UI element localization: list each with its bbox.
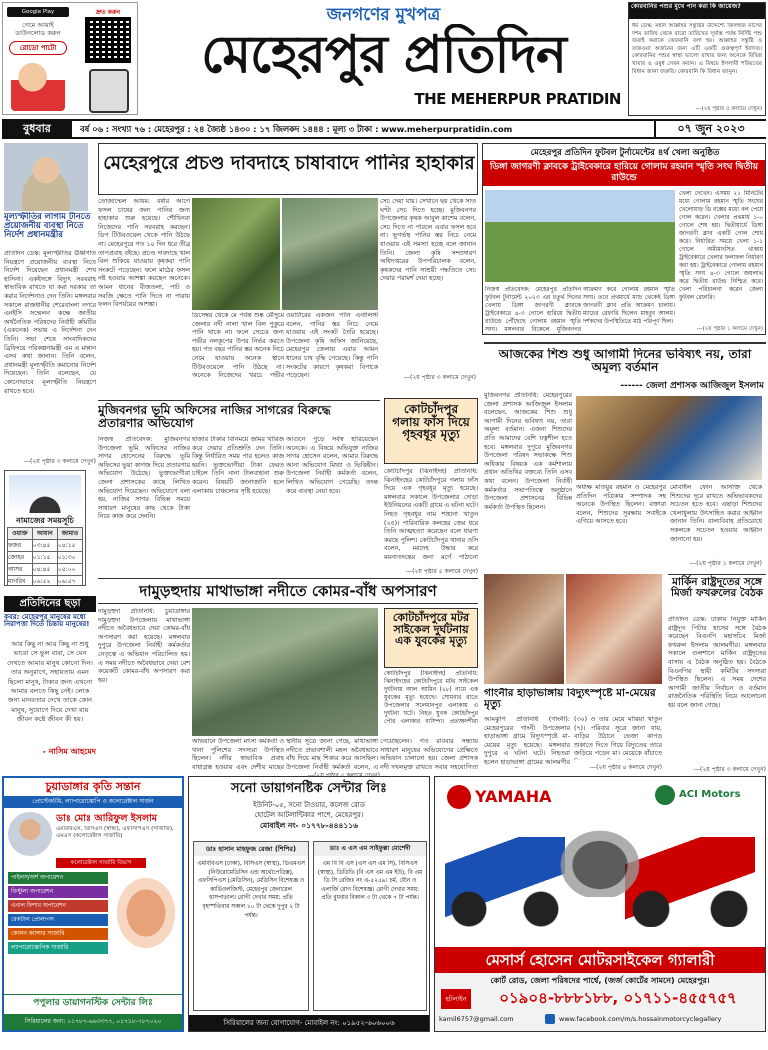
yamaha-phones[interactable]: ০১৯০৪-৮৮৮১৮৮, ০১৭১১-৪৫৫৭৫৭ xyxy=(499,989,737,1007)
yamaha-logo-icon xyxy=(447,785,471,809)
yamaha-fb[interactable]: www.facebook.com/m/s.hossainmotorcyclegallery xyxy=(559,1015,722,1023)
qr-label: দ্রুত করুন xyxy=(95,9,121,16)
app-name-label: রোডো পাটো xyxy=(9,41,67,55)
prayer-table xyxy=(7,527,83,586)
doctor-ad-footer: পপুলার ডায়াগনস্টিক সেন্টার লিঃ xyxy=(4,994,182,1010)
children-left-body: মুজিবনগর প্রতিনিধি: মেহেরপুরের জেলা প্রশাসক আজিজুল ইসলাম বলেছেন, আজকের শিশু শুধু আগামী দিনের ভবিষ্যৎ নয়, তারা অমূল্য বর্তমান। এজন্য শিশুদের প্রতি আমাদের বেশি যত্নশীল হতে হবে। মঙ্গলবার দুপুরে মুজিবনগর উপজেলা পরিষদ সভাকক্ষে শিশু অধিকার বিষয়ক এক কর্মশালায় প্রধান অতিথির বক্তব্যে তিনি এসব কথা বলেন। উপজেলা নির্বাহী কর্মকর্তার সভাপতিত্বে অনুষ্ঠানে উপজেলা প্রশাসনের বিভিন্ন কর্মকর্তা উপস্থিত ছিলেন। xyxy=(484,392,572,511)
lead-col2: ডিসেম্বর থেকে মে পর্যন্ত শুষ্ক মৌসুমে জেলার নদী নালা খাল বিল পুকুরে পানি থাকে না। ফলে সেচের জন্য গভীর নলকূপের উপর নির্ভর করতে হয়। গত বছর পানির স্তর অনেক নিচে নেমে যাওয়ায় অনেক স্থানে টিউবওয়েলে পানি উঠছে না। অনেকে নিজেদের খরচে গভীর xyxy=(192,312,284,380)
poem-body: আর কিছু না আর কিছু না শুধু ভাবো সে ভুল বাবা, সে যেন দেখতে আমার মানুষ কোনো দিন। তার অনুরাগে, সহায়তায় এমন ছিলো মানুষ, টাকার জন্য এখনো আমার বলতে কিছু নেই। লোক জন্য মানবতার দেখে তাকে কোন মানুষ, সুযোগে দিয়ে দেখা যায় জীবন কষ্টে জীবন কী হয়। xyxy=(7,640,93,724)
prayer-cell: ০৫:০০ xyxy=(57,564,82,576)
prayer-cell: ০৬:৫৭ xyxy=(57,576,82,587)
prayer-cell: ০৬:৫২ xyxy=(32,576,57,587)
masthead-title: মেহেরপুর প্রতিদিন xyxy=(201,24,566,85)
kotchandpur1-cont: ---(২য় পৃষ্ঠার ৫ কলামে দেখুন) xyxy=(405,568,478,574)
app-ad-box[interactable] xyxy=(2,2,138,115)
children-headline: আজকের শিশু শুধু আগামী দিনের ভবিষ্যৎ নয়, তারা অমূল্য বর্তমান xyxy=(498,348,752,374)
yamaha-hotline-label: হটলাইন xyxy=(441,989,471,1009)
mujibnagar-col1: নিজস্ব প্রতিবেদক: মুজিবনগর উপজেলা ভূমি অফিসের নাজির সাগর হোসেনের বিরুদ্ধে ভূমি অফিসের ভুয়া কাগজ দিয়ে প্রতারণার অভিযোগ উঠেছে। ভুক্তভোগীরা জেলা প্রশাসকের কাছে লিখিত অভিযোগ দিয়েছেন। অভিযোগে বলা হয়, নাজির সাগর বিভিন্ন সময়ে সাধারণ মানুষের কাছ থেকে টাকা নিয়ে কাজ করে দেননি। xyxy=(98,436,190,521)
cartoon-icon xyxy=(11,59,65,111)
poem-author: - নাসিম আহমেদ xyxy=(42,747,96,756)
prayer-cell: ০১:৩০ xyxy=(57,552,82,564)
lead-photo-1 xyxy=(192,198,280,310)
sono-ad-title: সনো ডায়াগনষ্টিক সেন্টার লিঃ xyxy=(231,781,387,796)
damurhuda-col1: দামুড়হুদা প্রতিনিধি: চুয়াডাঙ্গার দামুড়হুদা উপজেলায় মাথাভাঙ্গা নদীতে অবৈধভাবে দেয়া কোমর-বাঁধ অপসারণ করা হয়েছে। মঙ্গলবার দুপুরে উপজেলা নির্বাহী কর্মকর্তার নেতৃত্বে এ অভিযান পরিচালিত হয়। এ সময় নদীতে অবৈধভাবে দেয়া বেশ কয়েকটি কোমর-বাঁধ অপসারণ করা হয়। xyxy=(98,608,190,684)
gangni-photo-2 xyxy=(566,574,662,684)
football-headline2: ডিঙ্গা জাগরণী ক্লাবকে ট্রাইবেকারে হারিয়ে গোলাম রহমান স্মৃতি সংঘ দ্বিতীয় রাউন্ডে xyxy=(483,160,765,186)
prayer-box xyxy=(4,470,86,586)
mujibnagar-col2: হাজার টাকার বিনিময়ে জমির খারিজ করে দেয়ার প্রতিশ্রুতি দেন তিনি। কিন্তু নির্ধারিত সময় পার হলেও কাজ হয়নি। ভুক্তভোগীরা টাকা ফেরত চাইলে তিনি নানা টালবাহানা শুরু করেন। বিষয়টি জানাজানি হলে এলাকায় চাঞ্চল্যের সৃষ্টি হয়েছে। xyxy=(192,436,284,495)
prayer-cell: আসর xyxy=(8,564,33,576)
football-cont: ---(২য় পৃষ্ঠার ১ কলামে দেখুন) xyxy=(696,326,763,332)
doctor-ad-phone[interactable]: সিরিয়ালের জন্য: ০১৭৮৭-৬৬৩৩৭৭, ০১৭১৮-৭৮৭০২০ xyxy=(4,1014,182,1030)
yamaha-email[interactable]: kamil6757@gmail.com xyxy=(439,1015,514,1023)
right-box-headline: কোরবানির পশুর মুখে পান করা কি জায়েজ? xyxy=(629,3,765,19)
doctor-ad-top-banner: চুয়াডাঙ্গার কৃতি সন্তান xyxy=(4,778,182,796)
lead-cont: ---(২য় পৃষ্ঠার ৩ কলামে দেখুন) xyxy=(403,374,476,381)
masthead-tagline: জনগণের মুখপত্র xyxy=(326,5,441,24)
app-ad-line1: গেমে আমাই xyxy=(22,21,54,29)
sono-doc1-body: এমবিবিএস (ঢাকা), বিসিএস (স্বাস্থ্য), ডিএমএস (নিউরোমেডিসিন এন্ড অর্থোপেডিক্স), এফসিপিএস (মেডিসিন), মেডিসিন বিশেষজ্ঞ ও কার্ডিওলজিস্ট, মেহেরপুর জেনারেল হাসপাতাল। রোগী দেখার সময়: প্রতি বৃহস্পতিবার সকাল ১০ টা থেকে দুপুর ২ টা পর্যন্ত। xyxy=(197,861,305,919)
damurhuda-col3: স্থানীয় সূত্রে জানা গেছে, মাথাভাঙ্গা নদীতে প্রভাবশালী মহল অবৈধভাবে বাঁধ দিয়ে মাছ শিকার করে আসছিল। উপজেলা নির্বাহী কর্মকর্তা বলেন, এ xyxy=(286,738,378,770)
prayer-cell: ফজর xyxy=(8,540,33,552)
list-item: পাইলস/অর্শ অপারেশন xyxy=(8,872,108,884)
yamaha-brand: YAMAHA xyxy=(475,787,552,806)
gangni-headline: গাংনীর হাড়াভাঙ্গায় বিদ্যুৎস্পৃষ্টে মা-মেয়ের মৃত্যু xyxy=(484,688,656,711)
lead-col4: সেচ দেয়া যায়। সেখানে ছয় থেকে সাত ঘণ্টা সেচ দিতে হচ্ছে। মুজিবনগর উপজেলার কৃষক আবুল কাশেম বলেন, সেচ দিতে না পারলে এবার ফসল হবে না। ভূগর্ভস্থ পানির স্তর নিচে নেমে যাওয়ায় এই সমস্যা হচ্ছে বলে জানান তিনি। জেলা কৃষি সম্প্রসারণ অধিদপ্তরের উপপরিচালক বলেন, কৃষকদের পানি সাশ্রয়ী পদ্ধতিতে সেচ দেয়ার পরামর্শ দেয়া হচ্ছে। xyxy=(380,198,476,283)
pm-cont: ---(২য় পৃষ্ঠার ৩ কলামে দেখুন) xyxy=(23,458,96,465)
aci-logo-icon xyxy=(655,785,675,805)
football-mid-body: আক্রমণ করে গোলাম রহমান স্মৃতি সংঘ। তবে প্রথমার্ধে ম্যাচ থেকেই ডিঙ্গা জাগরণী ক্লাব প্রতি আক্রমণ চালায়। ম্যাচের রেফারি ছিলেন মাহবুব আলম। দর্শকদের উপস্থিতিতে মাঠ পরিপূর্ণ ছিল। xyxy=(583,287,675,325)
right-box-body: ধর্ম ডেস্ক: মহান আল্লাহর সন্তুষ্টির উদ্দেশ্যে জিলহজ মাসের দশম তারিখ থেকে বারো তারিখের সূর্যাস্ত পর্যন্ত নির্দিষ্ট পশু জবাই করাকে কোরবানি বলা হয়। আল্লাহর সন্তুষ্টি ও তাকওয়া অর্জনের জন্য এটি একটি গুরুত্বপূর্ণ ইবাদত। কোরবানির পশুর স্বাস্থ্য ভালো রাখার জন্য অনেকে বিভিন্ন খাবার ও ওষুধ সেবন করান। এ বিষয়ে ইসলামী শরিয়তের বিধান জানা জরুরি। কোরবানি কি বিধান জানুন। xyxy=(632,23,762,75)
sono-doc2-box xyxy=(313,841,427,1011)
damurhuda-col4: পেয়েছিলেন। গত রবিবার সন্ধ্যায় সাধারণ মানুষের অভিযোগের প্রেক্ষিতে অভিযান চালানো হয়। জেলা প্রশাসক নদী দখলমুক্ত রাখতে সবার সহযোগিতা xyxy=(380,738,478,770)
sono-ad-addr1: ইউনিট-০৫, সনো টাওয়ার, কলেজ রোড xyxy=(253,801,365,809)
prayer-cell: ০৪:৪৫ xyxy=(32,564,57,576)
kotchandpur1-headline: কোটচাঁদপুর গলায় ফাঁস দিয়ে গৃহবধূর মৃত্যু xyxy=(384,398,478,464)
damurhuda-headline: দামুড়হুদায় মাথাভাঙ্গা নদীতে কোমর-বাঁধ অপসারণ xyxy=(98,578,478,604)
mujibnagar-headline: মুজিবনগর ভূমি অফিসের নাজির সাগরের বিরুদ্ধে প্রতারণার অভিযোগ xyxy=(98,400,380,429)
kotchandpur2-headline: কোটচাঁদপুরে মটর সাইকেল দুর্ঘটনায় এক যুবকের মৃত্যু xyxy=(384,608,478,668)
gangni-col2: (৩০) ও তার মেয়ে মারিয়া খাতুন (৭)। পরিবার সূত্রে জানা যায়, বাড়ির উঠানে ভেজা কাপড় শুকাতে দিতে গিয়ে বিদ্যুতের তারে জড়িয়ে পড়েন মা। মেয়েকে বাঁচাতে xyxy=(574,716,662,758)
poem-title: প্রতিদিনের ছড়া xyxy=(4,596,96,612)
list-item: কোলন ক্যান্সার সার্জারি xyxy=(8,928,108,940)
gangni-col1: আমঝুপি প্রতিনিধি (গাংনী): মেহেরপুরের গাংনী উপজেলার হাড়াভাঙ্গা গ্রামে বিদ্যুৎস্পৃষ্টে মা-মেয়ের মৃত্যু হয়েছে। মঙ্গলবার দুপুরে এ ঘটনা ঘটে। নিহতরা হলেন হাড়াভাঙ্গা গ্রামের আলমগীর xyxy=(484,716,570,766)
sono-doc1-box xyxy=(193,841,309,1011)
damurhuda-col2: অভিযানে উপজেলা মৎস্য কর্মকর্তা ও থানা পুলিশের সদস্যরা উপস্থিত ছিলেন। নদীর স্বাভাবিক প্রবাহ বাধাগ্রস্ত হওয়ায় এবং দেশীয় মাছের xyxy=(192,738,284,770)
sono-doc1-name: ডাঃ হাসান মাহফুজ রেজা (শিশির) xyxy=(194,842,308,856)
lead-headline: মেহেরপুরে প্রচণ্ড দাবদাহে চাষাবাদে পানির হাহাকার xyxy=(103,154,475,174)
motorcycle-group-icon xyxy=(545,817,655,897)
sono-ad-addr2: হোটেল আটলান্টিকার পাশে, মেহেরপুর। xyxy=(254,811,364,819)
children-box xyxy=(484,342,766,568)
doctor-photo xyxy=(8,812,52,856)
children-right-body2: মোবাইল ফোন আসক্তি থেকে শিশুদের দূরে রাখতে অভিভাবকদের সচেতন হতে হবে। এছাড়া শিশুদের খেলাধুলায় উৎসাহিত করার আহ্বান জানান তিনি। বাল্যবিবাহ প্রতিরোধে সকলকে সচেতন হওয়ার আহ্বান জানানো হয়। xyxy=(670,484,762,543)
prayer-cell: ০৪:১৫ xyxy=(57,540,82,552)
doctor-ad-name: ডাঃ মোঃ আরিফুল ইসলাম xyxy=(56,813,158,824)
prayer-header: ওয়াক্ত xyxy=(8,528,33,540)
lead-col3: ওয়াটারের একজন পানি এনালিস্ট বলেন, পানির স্তর নিচে নেমে যাওয়ায় এই সংকট তৈরি হয়েছে। উপজেলা কৃষি অফিস জানিয়েছে, মেহেরপুর জেলায় এবার আমন ধানের চাষ বৃদ্ধি পেয়েছে। কিন্তু পানি সংকটের কারণে কৃষকরা বিপাকে পড়েছেন। xyxy=(286,312,378,380)
prayer-header: আযান xyxy=(32,528,57,540)
lead-col1: তোজাম্মেল আযম: বর্ষার আগে ফসল চাষের জন্য পানির জন্য হাহাকার শুরু হয়েছে। শৌখিনরা নিজেদের পানি সরবরাহ করছেন। ডিপ টিউবওয়েল থেকে পানি উঠছে না। মেহেরপুরে গত ১০ দিন ধরে তীব্র তাপপ্রবাহ বইছে। প্রচণ্ড দাবদাহে খাল বিল শুকিয়ে যাওয়ায় কৃষকরা পানি সংকটে পড়েছেন। ফলে মাঠের ফসল নষ্ট হওয়ার আশঙ্কা করছেন অনেকে। আমন ধানের বীজতলা, পাট ও সবজি ক্ষেতে পানি দিতে না পারায় ফলন বিপর্যয়ের আশঙ্কা। xyxy=(98,198,190,309)
facebook-icon xyxy=(545,1014,555,1024)
mujibnagar-col3: আগুনে পুড়ে সর্বস্ব হারিয়েছেন অনেকে। এ বিষয়ে অভিযুক্ত নাজির সাগর হোসেন বলেন, আমার বিরুদ্ধে আনা অভিযোগ মিথ্যা ও ভিত্তিহীন। উপজেলা নির্বাহী কর্মকর্তা বলেন, লিখিত অভিযোগ পেয়েছি। তদন্ত করে ব্যবস্থা নেয়া হবে। xyxy=(286,436,378,495)
dateline-day: বুধবার xyxy=(2,121,72,137)
children-byline: ------ জেলা প্রশাসক আজিজুল ইসলাম xyxy=(620,381,764,391)
children-right-body1: অধ্যক্ষ মতিয়ুর রহমান ও মেহেরপুর প্রতিদিন পত্রিকার সম্পাদক সহ অনেকে উপস্থিত ছিলেন। বক্তারা বলেন, শিশুদের সুরক্ষায় সবাইকে এগিয়ে আসতে হবে। xyxy=(576,484,666,526)
sono-ad-footer[interactable]: সিরিয়ালের জন্য যোগাযোগ- মোবাইল নং: ০১৯৫২-৬০৬০০৬ xyxy=(189,1015,429,1031)
list-item: রেকটাল প্রোলাপস xyxy=(8,914,108,926)
children-cont: ---(২য় পৃষ্ঠার ১ কলামে দেখুন) xyxy=(689,560,762,567)
yamaha-addr: কোর্ট রোড, জেলা পরিষদের পার্শ্বে, (জর্জ কোর্টের সামনে) মেহেরপুর। xyxy=(490,976,710,985)
us-cont: ---(২য় পৃষ্ঠার ৩ কলামে দেখুন) xyxy=(693,766,766,773)
football-photo xyxy=(485,190,675,282)
prayer-title: নামাজের সময়সূচি xyxy=(16,516,74,525)
gangni-photo-1 xyxy=(484,574,564,684)
dateline-date: ০৭ জুন ২০২৩ xyxy=(654,121,766,137)
sono-doc2-body: এম বি বি এস (এস এস এম সি), বিসিএস (স্বাস্থ্য), ডিডিভি (বি এস এম এম ইউ), বি এম ডি সি রেজিঃ নং এ-৫২৫৯। চর্ম, যৌন ও এলার্জি রোগ বিশেষজ্ঞ। রোগী দেখার সময়: প্রতি বুধবার বিকাল ৩ টা থেকে ৭ টা পর্যন্ত। xyxy=(317,861,423,902)
poem-headline: কবর: মেহেরপুর মানুষের মধ্যে নিরাপত্তা দিতে চিন্তায় মানুষের! xyxy=(4,614,90,629)
kotchandpur2-body: কোটচাঁদপুর (ঝিনাইদহ) প্রতিনিধি: ঝিনাইদহের কোটচাঁদপুরে মটর সাইকেল দুর্ঘটনায় আল আমিন (২৮) নামে এক যুবকের মৃত্যু হয়েছে। সোমবার রাতে উপজেলার সলেমানপুর এলাকায় এ দুর্ঘটনা ঘটে। নিহত যুবক কোটচাঁদপুর পৌর এলাকার বাসিন্দা। প্রত্যক্ষদর্শীরা xyxy=(384,671,478,724)
kotchandpur2-box xyxy=(384,608,480,732)
kotchandpur1-box xyxy=(384,398,480,574)
doctor-ad-specialty: প্রোস্টেকটমি, ল্যাপারোস্কোপি ও কলোরেক্টাল সার্জন xyxy=(4,796,182,808)
damurhuda-photo xyxy=(192,608,378,736)
sono-ad-mobile[interactable]: মোবাইল নং- ০১৭৭৮-৪৪৪১১৬ xyxy=(260,821,358,830)
yamaha-partner: ACI Motors xyxy=(679,789,741,800)
prayer-cell: ০৩:৪৫ xyxy=(32,540,57,552)
yamaha-ad[interactable] xyxy=(434,776,766,1032)
masthead-title-en: THE MEHERPUR PRATIDIN xyxy=(414,90,621,108)
phone-icon xyxy=(89,69,129,113)
football-right-body: খেলা দেখেন। এসময় ২১ মিনিটের মধ্যে গোলাম রহমান স্মৃতি সংঘের খেলোয়াড় ডি বক্সের মধ্যে বল পেয়ে গোল করেন। খেলার প্রথমার্ধ ১-০ গোলে শেষ হয়। দ্বিতীয়ার্ধে ডিঙ্গা জাগরণী ক্লাব একটি গোল শোধ করে। নির্ধারিত সময়ে খেলা ১-১ গোলে অমীমাংসিত থাকায় ট্রাইবেকারে খেলার ফলাফল নির্ধারণ করা হয়। ট্রাইবেকারে গোলাম রহমান স্মৃতি সংঘ ৪-৩ গোলে জয়লাভ করে দ্বিতীয় রাউন্ড নিশ্চিত করে। খেলা পরিচালনা করেন জেলা ফুটবল রেফারি। xyxy=(679,191,763,301)
app-ad-line2: ডাউনলোড করুন xyxy=(15,29,61,37)
google-play-badge[interactable]: Google Play xyxy=(7,7,69,17)
mosque-icon xyxy=(9,475,81,513)
doctor-ad-hospital-label: কলোরেক্টাল সার্জারি বিভাগ xyxy=(56,858,146,868)
dateline-bar xyxy=(2,119,766,139)
us-headline: মার্কিন রাষ্ট্রদূতের সঙ্গে মির্জা ফখরুলের বৈঠক xyxy=(668,574,766,599)
doctor-ad-degrees: এমবিবিএস, বিসিএস (স্বাস্থ্য), এফসিপিএস (সার্জারি), এমএস (কলোরেক্টাল সার্জারি) xyxy=(56,826,174,840)
football-box xyxy=(482,143,766,335)
list-item: ফিস্টুলা অপারেশন xyxy=(8,886,108,898)
masthead-right-box xyxy=(628,2,766,116)
children-photo xyxy=(576,396,762,480)
sono-ad[interactable] xyxy=(188,776,430,1032)
dateline-info: বর্ষ ০৬ : সংখ্যা ৭৬ : মেহেরপুর : ২৪ জ্যৈষ্ঠ ১৪৩০ : ১৭ জিলকদ ১৪৪৪ : মূল্য ৩ টাকা : www.meherpurpratidin.com xyxy=(80,124,513,134)
list-item: ল্যাপারোস্কোপিক সার্জারি xyxy=(8,942,108,954)
anatomy-illustration xyxy=(112,872,180,954)
right-box-cont: ---(২য় পৃষ্ঠার ৫ কলামে দেখুন) xyxy=(695,106,762,112)
kotchandpur1-body: কোটচাঁদপুর (ঝিনাইদহ) প্রতিনিধি: ঝিনাইদহের কোটচাঁদপুরে গলায় ফাঁস দিয়ে এক গৃহবধূর মৃত্যু হয়েছে। মঙ্গলবার সকালে উপজেলার দোড়া ইউনিয়নের একটি গ্রামে এ ঘটনা ঘটে। নিহত গৃহবধূর নাম শাহানা খাতুন (২৫)। পারিবারিক কলহের জের ধরে তিনি আত্মহত্যা করেছেন বলে ধারণা করছে পুলিশ। কোটচাঁদপুর থানার ওসি বলেন, মরদেহ উদ্ধার করে ময়নাতদন্তের জন্য মর্গে পাঠানো xyxy=(384,468,478,561)
masthead xyxy=(141,2,626,116)
pm-body: প্রতিদিন ডেস্ক: মূল্যস্ফীতির ঊর্ধ্বগতি নিয়ন্ত্রণে প্রয়োজনীয় ব্যবস্থা নিতে নির্দেশ দিয়েছেন প্রধানমন্ত্রী শেখ হাসিনা। একইসঙ্গে বিদ্যুৎ সরবরাহ স্বাভাবিক রাখতে যা করা দরকার তা করার নির্দেশনাও দেন তিনি। মঙ্গলবার সকালে রাজধানীর শেরেবাংলা নগরে এনইসি সম্মেলন কক্ষে জাতীয় অর্থনৈতিক পরিষদের নির্বাহী কমিটির (একনেক) সভায় এ নির্দেশনা দেন তিনি। সভা শেষে সাংবাদিকদের ব্রিফিংয়ে পরিকল্পনামন্ত্রী এম এ মান্নান এসব কথা জানান। তিনি বলেন, প্রধানমন্ত্রী মূল্যস্ফীতি কমানোর নির্দেশ দিয়েছেন। তিনি বলেছেন, যে কোনোভাবে মূল্যস্ফীতি নিয়ন্ত্রণে রাখতে হবে। xyxy=(4,250,96,395)
lead-photo-2 xyxy=(282,198,378,310)
us-body: প্রতিদিন ডেস্ক: ঢাকায় নিযুক্ত মার্কিন রাষ্ট্রদূত পিটার হাসের সঙ্গে বৈঠক করেছেন বিএনপি মহাসচিব মির্জা ফখরুল ইসলাম আলমগীর। মঙ্গলবার সকালে গুলশানে মার্কিন রাষ্ট্রদূতের বাসায় এ বৈঠক অনুষ্ঠিত হয়। বৈঠকে বিএনপির স্থায়ী কমিটির সদস্যরা উপস্থিত ছিলেন। এ সময় দেশের আগামী জাতীয় নির্বাচন ও বর্তমান রাজনৈতিক পরিস্থিতি নিয়ে আলোচনা হয় বলে জানা গেছে। xyxy=(668,616,766,709)
prayer-cell: মাগরিব xyxy=(8,576,33,587)
doctor-services-list xyxy=(8,872,108,956)
yamaha-shop: মেসার্স হোসেন মোটরসাইকেল গ্যালারী xyxy=(435,947,765,973)
pm-photo xyxy=(4,143,88,211)
gangni-cont: ---(২য় পৃষ্ঠার ৪ কলামে দেখুন) xyxy=(589,764,662,771)
sono-doc2-name: ডাঃ এ এস এম সাইফুল্লা মোর্শেদী xyxy=(314,842,426,856)
qr-code-icon xyxy=(85,17,131,63)
football-headline1: মেহেরপুর প্রতিদিন ফুটবল টুর্নামেন্টের ৪র্থ খেলা অনুষ্ঠিত xyxy=(530,148,720,158)
pm-headline: মূল্যস্ফীতির লাগাম টানতে প্রয়োজনীয় ব্যবস্থা নিতে নির্দেশ প্রধানমন্ত্রীর xyxy=(4,212,91,239)
prayer-cell: ০১:১৫ xyxy=(32,552,57,564)
football-left-body: নিজস্ব প্রতিবেদক: মেহেরপুর প্রতিদিন ফুটবল টুর্নামেন্ট ২০২৩ এর চতুর্থ দিনের খেলায় ডিঙ্গা জাগরণী ক্লাবকে ট্রাইবেকারে ৪-৩ গোলে হারিয়ে দ্বিতীয় রাউন্ডে পৌঁছেছে গোলাম রহমান স্মৃতি সংঘ। মঙ্গলবার বিকেলে মুজিবনগর xyxy=(485,287,581,333)
list-item: এনাল ফিশার অপারেশন xyxy=(8,900,108,912)
lead-headline-box xyxy=(98,143,478,195)
doctor-ad[interactable] xyxy=(2,776,184,1032)
prayer-cell: জোহর xyxy=(8,552,33,564)
prayer-header: জামাত xyxy=(57,528,82,540)
